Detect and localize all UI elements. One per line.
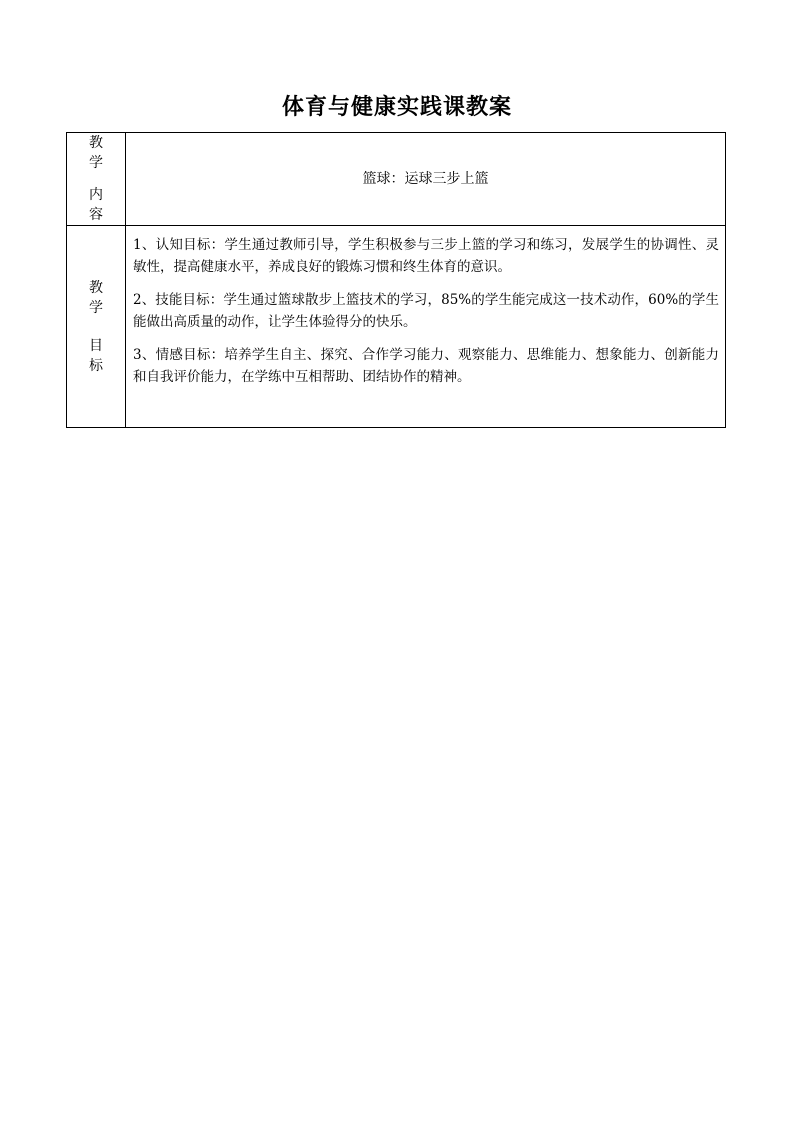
teaching-goals-label-line2: 目 标 [89, 337, 110, 374]
goal-cognitive: 1、认知目标：学生通过教师引导，学生积极参与三步上篮的学习和练习，发展学生的协调性、灵敏性，提高健康水平，养成良好的锻炼习惯和终生体育的意识。 [133, 237, 719, 275]
teaching-goals-cell [126, 226, 726, 428]
goal-affective: 3、情感目标：培养学生自主、探究、合作学习能力、观察能力、思维能力、想象能力、创新能力和自我评价能力，在学练中互相帮助、团结协作的精神。 [133, 347, 719, 385]
teaching-content-label-cell [67, 133, 126, 226]
teaching-content-value: 篮球：运球三步上篮 [126, 133, 726, 226]
lesson-plan-table [66, 132, 726, 428]
teaching-content-label-line2: 内 容 [89, 187, 110, 223]
table-row-teaching-goals [67, 226, 726, 428]
teaching-content-label-line1: 教 学 [89, 135, 110, 171]
teaching-goals-label-cell [67, 226, 126, 428]
page-title: 体育与健康实践课教案 [281, 94, 512, 120]
table-row-teaching-content [67, 133, 726, 226]
teaching-goals-label-line1: 教 学 [89, 279, 110, 316]
goal-skill: 2、技能目标：学生通过篮球散步上篮技术的学习，85%的学生能完成这一技术动作，60%的学生能做出高质量的动作，让学生体验得分的快乐。 [133, 292, 719, 330]
